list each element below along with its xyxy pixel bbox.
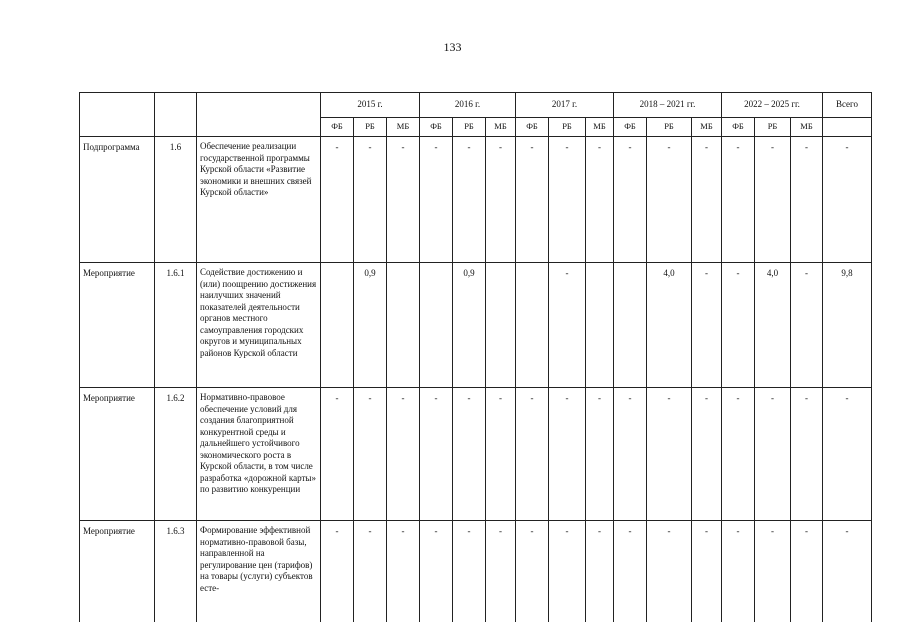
header-period-2016: 2016 г. (420, 93, 516, 118)
value-cell: - (453, 137, 486, 263)
header-source: РБ (354, 118, 387, 137)
row-kind: Мероприятие (80, 388, 155, 521)
value-cell: - (486, 388, 516, 521)
value-cell: - (692, 388, 722, 521)
header-source: ФБ (614, 118, 647, 137)
header-source: МБ (486, 118, 516, 137)
table-row (80, 263, 872, 388)
total-cell: 9,8 (823, 263, 872, 388)
value-cell (614, 263, 647, 388)
value-cell: - (586, 137, 614, 263)
page-number: 133 (443, 40, 462, 54)
value-cell: - (647, 521, 692, 623)
header-desc-empty (197, 93, 321, 137)
row-description: Обеспечение реализации государственной программы Курской области «Развитие экономики и внешних связей Курской области» (197, 137, 321, 263)
header-kind-empty (80, 93, 155, 137)
value-cell: 4,0 (755, 263, 791, 388)
header-code-empty (155, 93, 197, 137)
value-cell: - (791, 521, 823, 623)
header-source: ФБ (516, 118, 549, 137)
value-cell: - (486, 521, 516, 623)
value-cell: - (516, 137, 549, 263)
value-cell: - (755, 388, 791, 521)
value-cell: - (453, 521, 486, 623)
row-description: Нормативно-правовое обеспечение условий для создания благоприятной конкурентной среды и дальнейшего устойчивого экономического роста в Курской области, в том числе разработка «дорожной карты» по развитию конкуренции (197, 388, 321, 521)
value-cell: - (791, 263, 823, 388)
value-cell (486, 263, 516, 388)
header-source: РБ (453, 118, 486, 137)
row-code: 1.6 (155, 137, 197, 263)
value-cell: - (549, 137, 586, 263)
value-cell: - (321, 521, 354, 623)
value-cell: - (516, 388, 549, 521)
header-period-2022-2025: 2022 – 2025 гг. (722, 93, 823, 118)
header-source: РБ (549, 118, 586, 137)
value-cell: - (549, 263, 586, 388)
header-source: МБ (791, 118, 823, 137)
header-source: ФБ (321, 118, 354, 137)
value-cell: - (722, 521, 755, 623)
header-source: МБ (586, 118, 614, 137)
table-row (80, 137, 872, 263)
value-cell: - (387, 137, 420, 263)
value-cell: - (354, 521, 387, 623)
total-cell: - (823, 388, 872, 521)
value-cell: - (755, 137, 791, 263)
header-source: ФБ (420, 118, 453, 137)
header-total: Всего (823, 93, 872, 118)
value-cell: - (586, 388, 614, 521)
header-total-empty (823, 118, 872, 137)
budget-table (79, 92, 872, 622)
row-kind: Мероприятие (80, 521, 155, 623)
value-cell: - (420, 521, 453, 623)
value-cell: - (321, 388, 354, 521)
value-cell: - (692, 263, 722, 388)
header-source: РБ (755, 118, 791, 137)
row-kind: Подпрограмма (80, 137, 155, 263)
value-cell: - (387, 388, 420, 521)
value-cell: - (420, 137, 453, 263)
value-cell: - (647, 137, 692, 263)
value-cell: - (614, 137, 647, 263)
value-cell: - (516, 521, 549, 623)
value-cell: - (321, 137, 354, 263)
value-cell: - (722, 388, 755, 521)
value-cell: 0,9 (354, 263, 387, 388)
value-cell: 0,9 (453, 263, 486, 388)
value-cell (420, 263, 453, 388)
header-source: МБ (692, 118, 722, 137)
value-cell: - (722, 137, 755, 263)
value-cell: - (614, 388, 647, 521)
value-cell: - (791, 137, 823, 263)
header-source: РБ (647, 118, 692, 137)
value-cell: - (486, 137, 516, 263)
row-code: 1.6.2 (155, 388, 197, 521)
value-cell: - (453, 388, 486, 521)
table-row (80, 521, 872, 623)
total-cell: - (823, 137, 872, 263)
value-cell: 4,0 (647, 263, 692, 388)
header-period-2015: 2015 г. (321, 93, 420, 118)
row-code: 1.6.1 (155, 263, 197, 388)
row-kind: Мероприятие (80, 263, 155, 388)
value-cell (321, 263, 354, 388)
table-row (80, 388, 872, 521)
value-cell: - (755, 521, 791, 623)
header-period-2017: 2017 г. (516, 93, 614, 118)
value-cell: - (791, 388, 823, 521)
value-cell (586, 263, 614, 388)
value-cell: - (387, 521, 420, 623)
value-cell (387, 263, 420, 388)
value-cell: - (647, 388, 692, 521)
header-source: МБ (387, 118, 420, 137)
value-cell: - (549, 388, 586, 521)
value-cell: - (354, 388, 387, 521)
value-cell: - (692, 521, 722, 623)
value-cell: - (692, 137, 722, 263)
row-code: 1.6.3 (155, 521, 197, 623)
total-cell: - (823, 521, 872, 623)
value-cell (516, 263, 549, 388)
value-cell: - (420, 388, 453, 521)
row-description: Формирование эффективной нормативно-правовой базы, направленной на регулирование цен (тарифов) на товары (услуги) субъектов есте- (197, 521, 321, 623)
row-description: Содействие достижению и (или) поощрению достижения наилучших значений показателей деятельности органов местного самоуправления городских округов и муниципальных районов Курской области (197, 263, 321, 388)
value-cell: - (586, 521, 614, 623)
value-cell: - (549, 521, 586, 623)
header-period-2018-2021: 2018 – 2021 гг. (614, 93, 722, 118)
value-cell: - (354, 137, 387, 263)
value-cell: - (614, 521, 647, 623)
value-cell: - (722, 263, 755, 388)
header-source: ФБ (722, 118, 755, 137)
